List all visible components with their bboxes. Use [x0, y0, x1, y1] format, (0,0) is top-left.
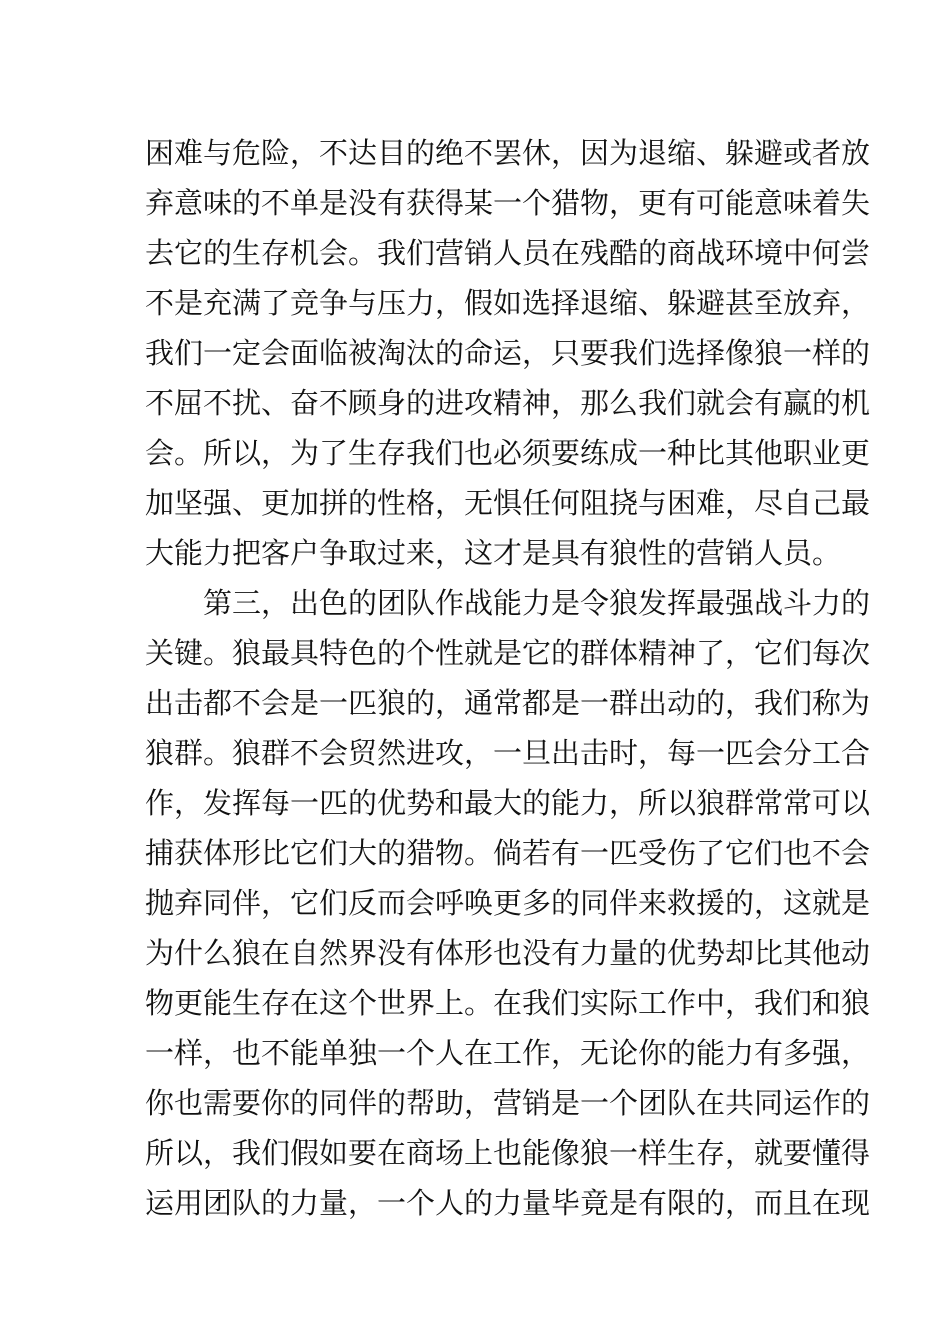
text-line: 抛弃同伴，它们反而会呼唤更多的同伴来救援的，这就是	[145, 886, 871, 920]
text-line: 加坚强、更加拼的性格，无惧任何阻挠与困难，尽自己最	[145, 486, 871, 520]
document-body	[145, 128, 871, 1228]
text-line: 捕获体形比它们大的猎物。倘若有一匹受伤了它们也不会	[145, 836, 871, 870]
text-line: 物更能生存在这个世界上。在我们实际工作中，我们和狼	[145, 986, 871, 1020]
text-line: 狼群。狼群不会贸然进攻，一旦出击时，每一匹会分工合	[145, 736, 871, 770]
text-line: 困难与危险，不达目的绝不罢休，因为退缩、躲避或者放	[145, 136, 871, 170]
text-line: 作，发挥每一匹的优势和最大的能力，所以狼群常常可以	[145, 786, 871, 820]
text-line: 第三，出色的团队作战能力是令狼发挥最强战斗力的	[203, 586, 871, 620]
text-line: 不是充满了竞争与压力，假如选择退缩、躲避甚至放弃，	[145, 286, 871, 320]
text-line: 关键。狼最具特色的个性就是它的群体精神了，它们每次	[145, 636, 871, 670]
text-line: 大能力把客户争取过来，这才是具有狼性的营销人员。	[145, 536, 842, 570]
text-line: 我们一定会面临被淘汰的命运，只要我们选择像狼一样的	[145, 336, 871, 370]
text-line: 会。所以，为了生存我们也必须要练成一种比其他职业更	[145, 436, 871, 470]
text-line: 弃意味的不单是没有获得某一个猎物，更有可能意味着失	[145, 186, 871, 220]
text-line: 所以，我们假如要在商场上也能像狼一样生存，就要懂得	[145, 1136, 871, 1170]
text-line: 出击都不会是一匹狼的，通常都是一群出动的，我们称为	[145, 686, 871, 720]
text-line: 运用团队的力量，一个人的力量毕竟是有限的，而且在现	[145, 1186, 871, 1220]
text-line: 不屈不扰、奋不顾身的进攻精神，那么我们就会有赢的机	[145, 386, 871, 420]
text-line: 一样，也不能单独一个人在工作，无论你的能力有多强，	[145, 1036, 871, 1070]
text-line: 为什么狼在自然界没有体形也没有力量的优势却比其他动	[145, 936, 871, 970]
text-line: 你也需要你的同伴的帮助，营销是一个团队在共同运作的	[145, 1086, 871, 1120]
text-line: 去它的生存机会。我们营销人员在残酷的商战环境中何尝	[145, 236, 871, 270]
